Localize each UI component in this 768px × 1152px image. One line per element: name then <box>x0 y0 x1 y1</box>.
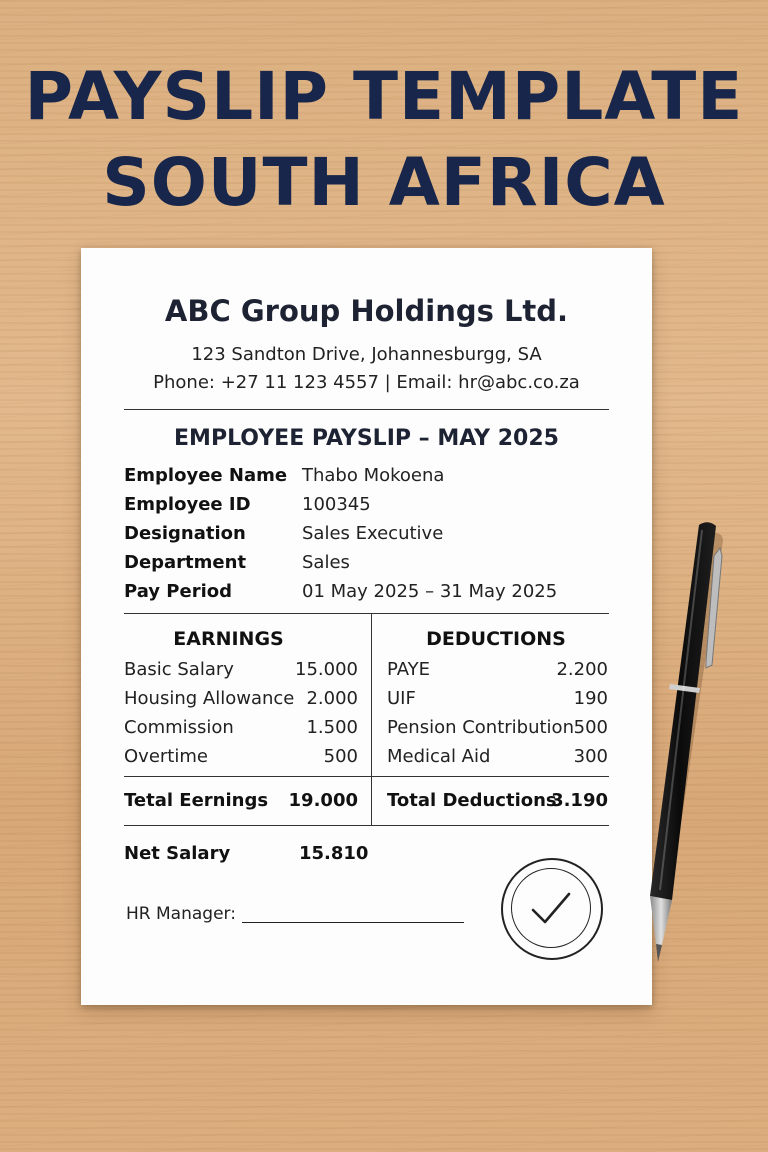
earning-label: Housing Allowance <box>124 688 295 709</box>
department-label: Department <box>124 552 247 573</box>
earning-amount: 500 <box>323 746 358 767</box>
earnings-heading: EARNINGS <box>173 628 284 650</box>
deduction-label: PAYE <box>387 659 430 680</box>
deduction-amount: 300 <box>573 746 608 767</box>
deduction-amount: 500 <box>573 717 608 738</box>
employee-id-label: Employee ID <box>124 494 251 515</box>
company-name: ABC Group Holdings Ltd. <box>164 294 569 328</box>
deduction-label: Medical Aid <box>387 746 491 767</box>
total-deductions-label: Total Deductions <box>387 790 557 811</box>
designation-value: Sales Executive <box>302 523 444 544</box>
employee-name-value: Thabo Mokoena <box>302 465 445 486</box>
deduction-amount: 190 <box>573 688 608 709</box>
payslip-title: EMPLOYEE PAYSLIP – MAY 2025 <box>174 426 559 451</box>
company-contact: Phone: +27 11 123 4557 | Email: hr@abc.co.za <box>153 372 580 393</box>
company-address: 123 Sandton Drive, Johannesburgg, SA <box>191 344 542 365</box>
deductions-heading: DEDUCTIONS <box>426 628 566 650</box>
hr-manager-label: HR Manager: <box>126 904 236 924</box>
designation-label: Designation <box>124 523 246 544</box>
headline-line-2: SOUTH AFRICA <box>102 144 666 221</box>
earning-amount: 2.000 <box>306 688 358 709</box>
earning-amount: 1.500 <box>306 717 358 738</box>
earning-label: Commission <box>124 717 234 738</box>
deduction-label: UIF <box>387 688 416 709</box>
deduction-label: Pension Contribution <box>387 717 574 738</box>
employee-name-label: Employee Name <box>124 465 288 486</box>
employee-id-value: 100345 <box>302 494 371 515</box>
department-value: Sales <box>302 552 350 573</box>
total-deductions-amount: 3.190 <box>551 790 608 811</box>
earning-label: Overtime <box>124 746 208 767</box>
pay-period-value: 01 May 2025 – 31 May 2025 <box>302 581 558 602</box>
earning-label: Basic Salary <box>124 659 234 680</box>
total-earnings-amount: 19.000 <box>288 790 358 811</box>
deduction-amount: 2.200 <box>556 659 608 680</box>
net-salary-label: Net Salary <box>124 843 231 864</box>
total-earnings-label: Tetal Eernings <box>124 790 269 811</box>
earning-amount: 15.000 <box>295 659 358 680</box>
pay-period-label: Pay Period <box>124 581 232 602</box>
headline-line-1: PAYSLIP TEMPLATE <box>24 58 744 135</box>
net-salary-amount: 15.810 <box>299 843 369 864</box>
